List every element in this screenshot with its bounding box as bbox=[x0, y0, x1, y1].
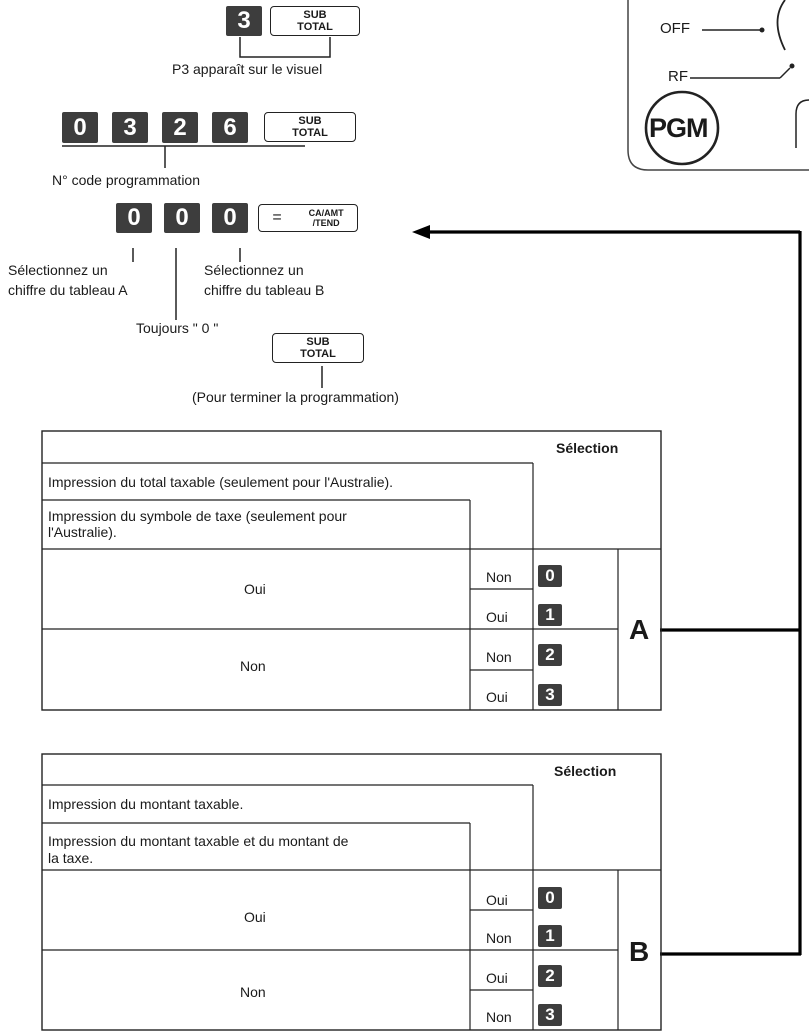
mode-rf-label: RF bbox=[668, 68, 688, 85]
table-a-letter: A bbox=[629, 614, 650, 645]
subtotal-key-bottom: TOTAL bbox=[300, 348, 336, 360]
equals-sign: = bbox=[272, 209, 282, 226]
table-a-selection-header: Sélection bbox=[556, 440, 619, 456]
table-b-opt-text: Oui bbox=[486, 970, 508, 986]
number-key-3: 3 bbox=[226, 6, 262, 36]
table-a-group2-main: Non bbox=[240, 658, 266, 674]
table-a-opt-key: 3 bbox=[538, 684, 562, 706]
table-a-opt-text: Non bbox=[486, 649, 512, 665]
table-b-letter: B bbox=[629, 936, 650, 967]
select-table-a-line2: chiffre du tableau A bbox=[8, 282, 128, 298]
table-a-opt-text: Oui bbox=[486, 689, 508, 705]
table-b-group1-main: Oui bbox=[244, 909, 266, 925]
subtotal-key bbox=[270, 6, 360, 36]
table-b-opt-text: Non bbox=[486, 1009, 512, 1025]
table-b-row2-label: Impression du montant taxable et du montant de la taxe. bbox=[48, 833, 349, 866]
select-table-b-line2: chiffre du tableau B bbox=[204, 282, 325, 298]
table-b-opt-key: 0 bbox=[538, 887, 562, 909]
table-a-opt-text: Non bbox=[486, 569, 512, 585]
subtotal-key-top: SUB bbox=[303, 9, 327, 21]
mode-pgm-label: PGM bbox=[649, 113, 708, 143]
subtotal-key bbox=[264, 112, 356, 142]
select-table-a-line1: Sélectionnez un bbox=[8, 262, 108, 278]
number-key-0: 0 bbox=[116, 203, 152, 233]
mode-off-label: OFF bbox=[660, 20, 690, 37]
number-key-6: 6 bbox=[212, 112, 248, 143]
ca-amt-label: CA/AMT bbox=[308, 208, 344, 218]
number-key-0: 0 bbox=[164, 203, 200, 233]
table-b-opt-text: Non bbox=[486, 930, 512, 946]
table-a-opt-text: Oui bbox=[486, 609, 508, 625]
finish-programming-label: (Pour terminer la programmation) bbox=[192, 389, 399, 405]
number-key-0: 0 bbox=[212, 203, 248, 233]
table-b-group2-main: Non bbox=[240, 984, 266, 1000]
table-b-opt-key: 1 bbox=[538, 925, 562, 947]
subtotal-key-finish bbox=[272, 333, 364, 363]
p3-display-label: P3 apparaît sur le visuel bbox=[172, 61, 323, 77]
number-key-3: 3 bbox=[112, 112, 148, 143]
table-a-group1-main: Oui bbox=[244, 581, 266, 597]
table-b-opt-key: 2 bbox=[538, 965, 562, 987]
table-a-row2-label: Impression du symbole de taxe (seulement pour l'Australie). bbox=[48, 508, 347, 540]
table-b-selection-header: Sélection bbox=[554, 763, 617, 779]
table-a-row1-label: Impression du total taxable (seulement pour l'Australie). bbox=[48, 474, 394, 490]
table-b-row1-label: Impression du montant taxable. bbox=[48, 796, 244, 812]
subtotal-key-top: SUB bbox=[298, 115, 322, 127]
subtotal-key-top: SUB bbox=[306, 336, 330, 348]
ca-amt-tend-key bbox=[258, 204, 358, 232]
programming-code-label: N° code programmation bbox=[52, 172, 200, 188]
table-a-opt-key: 0 bbox=[538, 565, 562, 587]
table-b-opt-text: Oui bbox=[486, 892, 508, 908]
number-key-0: 0 bbox=[62, 112, 98, 143]
table-a-opt-key: 2 bbox=[538, 644, 562, 666]
always-zero-label: Toujours " 0 " bbox=[136, 320, 219, 336]
select-table-b-line1: Sélectionnez un bbox=[204, 262, 304, 278]
subtotal-key-bottom: TOTAL bbox=[297, 21, 333, 33]
table-b-opt-key: 3 bbox=[538, 1004, 562, 1026]
subtotal-key-bottom: TOTAL bbox=[292, 127, 328, 139]
table-a-opt-key: 1 bbox=[538, 604, 562, 626]
number-key-2: 2 bbox=[162, 112, 198, 143]
tend-label: /TEND bbox=[312, 218, 340, 228]
